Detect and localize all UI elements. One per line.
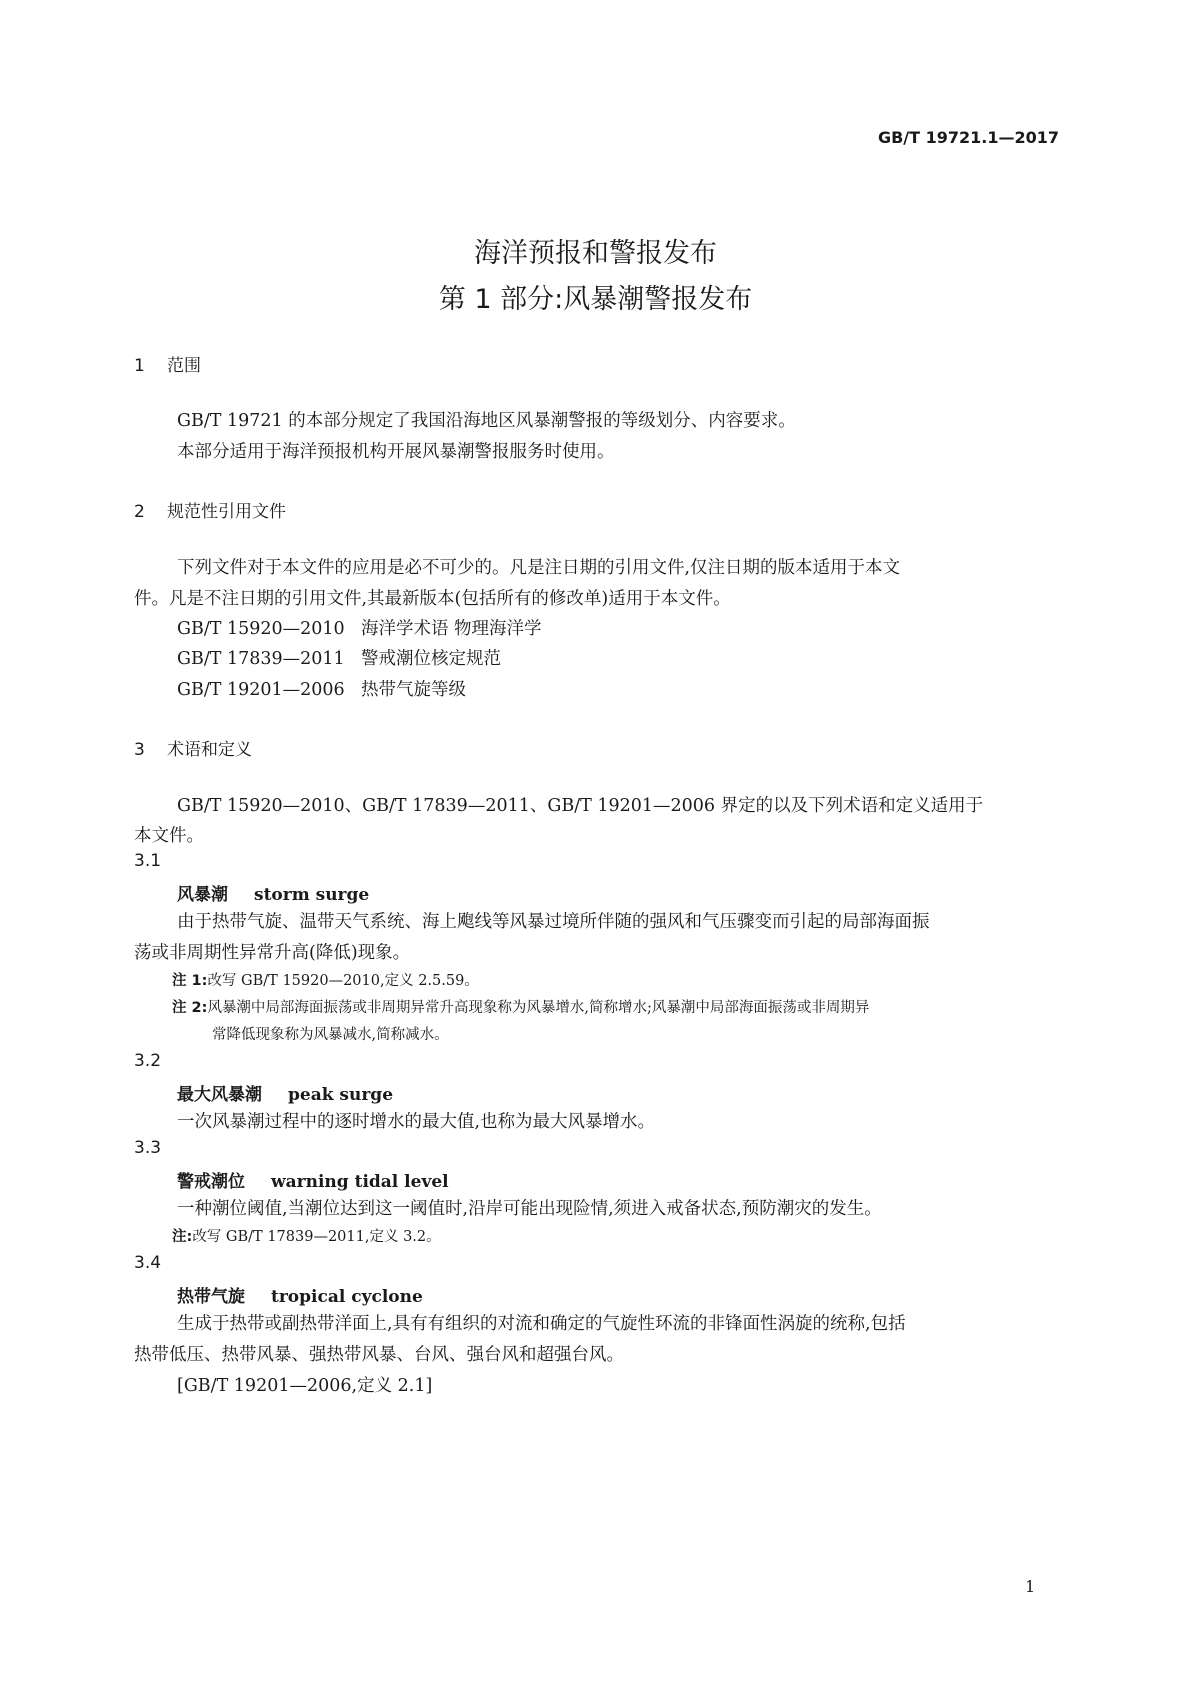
clause-number: 3.3 — [134, 1138, 162, 1158]
scope-paragraph-2: 本部分适用于海洋预报机构开展风暴潮警报服务时使用。 — [177, 442, 615, 462]
term-definition-line2: 热带低压、热带风暴、强热带风暴、台风、强台风和超强台风。 — [134, 1345, 624, 1365]
term-definition-line2: 荡或非周期性异常升高(降低)现象。 — [134, 943, 411, 963]
terms-intro-line1: GB/T 15920—2010、GB/T 17839—2011、GB/T 19201—2006 界定的以及下列术语和定义适用于 — [177, 796, 984, 816]
section-number: 1 — [134, 356, 145, 376]
term-chinese: 风暴潮 — [177, 885, 228, 905]
term-source: [GB/T 19201—2006,定义 2.1] — [177, 1376, 433, 1396]
note-text: 改写 GB/T 17839—2011,定义 3.2。 — [192, 1229, 441, 1245]
reference-code: GB/T 15920—2010 — [177, 619, 345, 639]
section-title: 范围 — [167, 356, 201, 376]
reference-item — [177, 676, 466, 701]
term-english: storm surge — [254, 885, 370, 905]
term-note — [172, 1225, 441, 1246]
section-heading-scope — [134, 351, 201, 376]
term-definition-line1: 由于热带气旋、温带天气系统、海上飑线等风暴过境所伴随的强风和气压骤变而引起的局部海面振 — [177, 912, 930, 932]
reference-title: 热带气旋等级 — [361, 680, 466, 700]
note-label: 注 1: — [172, 973, 208, 989]
page-number: 1 — [1025, 1577, 1036, 1596]
note-text-continued: 常降低现象称为风暴减水,简称减水。 — [212, 1027, 449, 1043]
term-definition-line1: 一种潮位阈值,当潮位达到这一阈值时,沿岸可能出现险情,须进入戒备状态,预防潮灾的发生。 — [177, 1199, 882, 1219]
term-entry — [177, 880, 369, 905]
clause-number: 3.2 — [134, 1051, 162, 1071]
section-number: 2 — [134, 502, 145, 522]
term-chinese: 最大风暴潮 — [177, 1085, 262, 1105]
scope-paragraph-1: GB/T 19721 的本部分规定了我国沿海地区风暴潮警报的等级划分、内容要求。 — [177, 411, 796, 431]
references-intro-line1: 下列文件对于本文件的应用是必不可少的。凡是注日期的引用文件,仅注日期的版本适用于本文 — [177, 558, 901, 578]
note-label: 注: — [172, 1229, 193, 1245]
reference-code: GB/T 19201—2006 — [177, 680, 345, 700]
term-english: warning tidal level — [271, 1172, 449, 1192]
document-title-line1: 海洋预报和警报发布 — [474, 238, 717, 269]
clause-number: 3.1 — [134, 851, 162, 871]
clause-number: 3.4 — [134, 1253, 162, 1273]
term-chinese: 热带气旋 — [177, 1287, 245, 1307]
note-label: 注 2: — [172, 1000, 208, 1016]
section-number: 3 — [134, 740, 145, 760]
reference-title: 警戒潮位核定规范 — [361, 649, 501, 669]
reference-title: 海洋学术语 物理海洋学 — [361, 619, 542, 639]
term-entry — [177, 1282, 423, 1307]
term-entry — [177, 1080, 393, 1105]
note-text: 改写 GB/T 15920—2010,定义 2.5.59。 — [207, 973, 479, 989]
section-heading-normative-references — [134, 497, 286, 522]
term-english: tropical cyclone — [271, 1287, 423, 1307]
term-english: peak surge — [288, 1085, 394, 1105]
reference-item — [177, 645, 501, 670]
standard-number: GB/T 19721.1—2017 — [877, 128, 1059, 147]
terms-intro-line2: 本文件。 — [134, 826, 204, 846]
term-chinese: 警戒潮位 — [177, 1172, 245, 1192]
reference-code: GB/T 17839—2011 — [177, 649, 345, 669]
section-title: 规范性引用文件 — [167, 502, 286, 522]
note-text: 风暴潮中局部海面振荡或非周期异常升高现象称为风暴增水,简称增水;风暴潮中局部海面振荡或非周期异 — [207, 1000, 870, 1016]
term-note — [172, 996, 869, 1017]
term-note — [172, 969, 479, 990]
section-heading-terms-definitions — [134, 735, 252, 760]
references-intro-line2: 件。凡是不注日期的引用文件,其最新版本(包括所有的修改单)适用于本文件。 — [134, 589, 731, 609]
term-definition-line1: 生成于热带或副热带洋面上,具有有组织的对流和确定的气旋性环流的非锋面性涡旋的统称,包括 — [177, 1314, 906, 1334]
term-entry — [177, 1167, 449, 1192]
reference-item — [177, 615, 542, 640]
document-title-line2: 第 1 部分:风暴潮警报发布 — [438, 284, 753, 315]
term-definition-line1: 一次风暴潮过程中的逐时增水的最大值,也称为最大风暴增水。 — [177, 1112, 656, 1132]
section-title: 术语和定义 — [167, 740, 252, 760]
